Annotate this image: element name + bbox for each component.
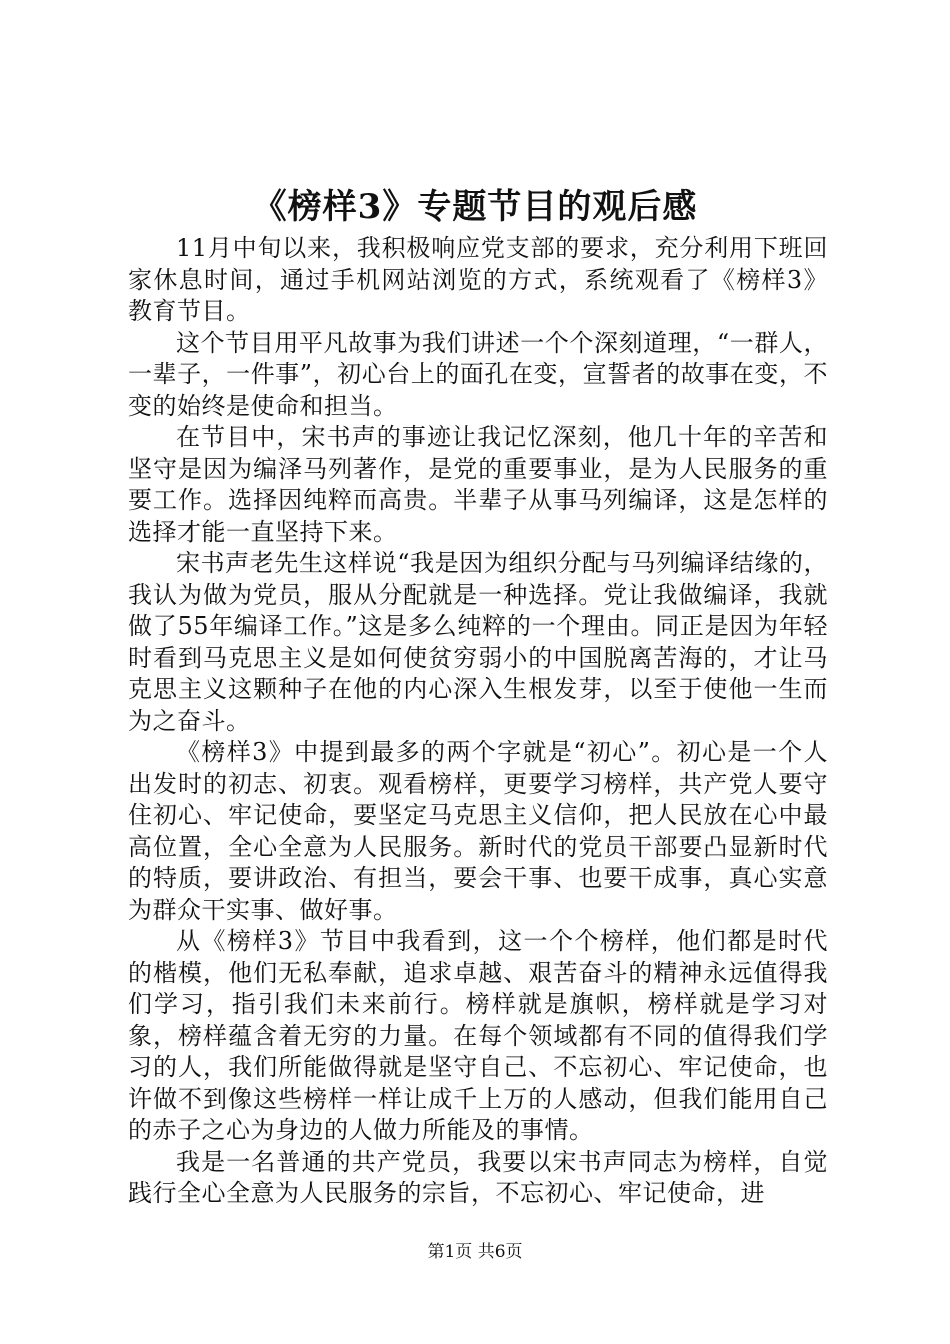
paragraph-6: 从《榜样3》节目中我看到，这一个个榜样，他们都是时代的楷模，他们无私奉献，追求卓越、艰苦奋斗的精神永远值得我们学习，指引我们未来前行。榜样就是旗帜，榜样就是学习对象，榜样蕴含着无穷的力量。在每个领域都有不同的值得我们学习的人，我们所能做得就是坚守自己、不忘初心、牢记使命，也许做不到像这些榜样一样让成千上万的人感动，但我们能用自己的赤子之心为身边的人做力所能及的事情。: [128, 927, 828, 1144]
paragraph-1: 11月中旬以来，我积极响应党支部的要求，充分利用下班回家休息时间，通过手机网站浏览的方式，系统观看了《榜样3》教育节目。: [128, 234, 828, 325]
page-number-footer: 第1页 共6页: [427, 1242, 523, 1262]
document-body: [128, 233, 828, 1210]
document-title: 《榜样3》专题节目的观后感: [252, 187, 698, 227]
paragraph-5: 《榜样3》中提到最多的两个字就是“初心”。初心是一个人出发时的初志、初衷。观看榜样，更要学习榜样，共产党人要守住初心、牢记使命，要坚定马克思主义信仰，把人民放在心中最高位置，全心全意为人民服务。新时代的党员干部要凸显新时代的特质，要讲政治、有担当，要会干事、也要干成事，真心实意为群众干实事、做好事。: [128, 738, 828, 924]
paragraph-3: 在节目中，宋书声的事迹让我记忆深刻，他几十年的辛苦和坚守是因为编泽马列著作，是党的重要事业，是为人民服务的重要工作。选择因纯粹而高贵。半辈子从事马列编译，这是怎样的选择才能一直坚持下来。: [128, 423, 828, 546]
paragraph-4: 宋书声老先生这样说“我是因为组织分配与马列编译结缘的，我认为做为党员，服从分配就是一种选择。党让我做编译，我就做了55年编译工作。”这是多么纯粹的一个理由。同正是因为年轻时看到马克思主义是如何使贫穷弱小的中国脱离苦海的，才让马克思主义这颗种子在他的内心深入生根发芽，以至于使他一生而为之奋斗。: [128, 549, 828, 735]
paragraph-7: 我是一名普通的共产党员，我要以宋书声同志为榜样，自觉践行全心全意为人民服务的宗旨，不忘初心、牢记使命，进: [128, 1147, 828, 1207]
paragraph-2: 这个节目用平凡故事为我们讲述一个个深刻道理，“一群人，一辈子，一件事”，初心台上的面孔在变，宣誓者的故事在变，不变的始终是使命和担当。: [128, 328, 828, 420]
